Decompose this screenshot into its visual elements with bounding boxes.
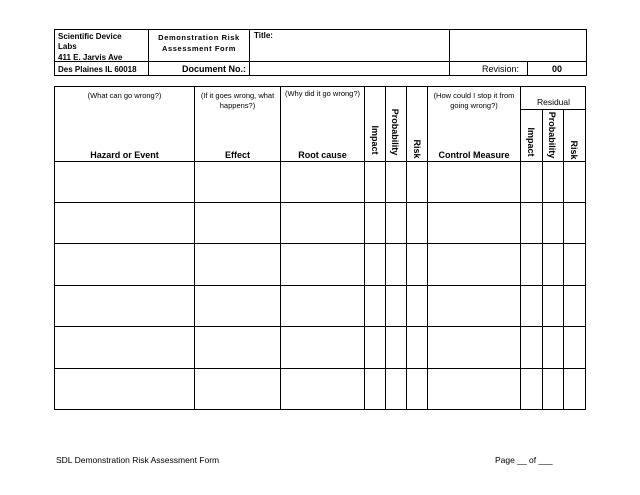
table-row[interactable] xyxy=(55,203,585,243)
company-address-line1: 411 E. Jarvis Ave xyxy=(58,53,123,62)
table-row[interactable] xyxy=(55,369,585,409)
residual-impact-header: Impact xyxy=(526,127,536,157)
table-row[interactable] xyxy=(55,162,585,202)
residual-risk-header: Risk xyxy=(569,140,579,160)
hazard-hint: (What can go wrong?) xyxy=(87,91,162,100)
company-address-line2: Des Plaines IL 60018 xyxy=(58,65,137,74)
revision-value: 00 xyxy=(551,64,562,74)
probability-header: Probability xyxy=(390,108,400,156)
control-hint: (How could I stop it from going wrong?) xyxy=(433,91,515,110)
rootcause-hint: (Why did it go wrong?) xyxy=(284,89,361,98)
risk-header: Risk xyxy=(412,139,422,159)
company-name: Scientific Device Labs xyxy=(58,32,122,51)
document-number-field[interactable] xyxy=(250,62,448,75)
impact-header: Impact xyxy=(370,125,380,155)
rootcause-header: Root cause xyxy=(298,150,347,160)
document-number-label: Document No.: xyxy=(182,64,246,74)
revision-label: Revision: xyxy=(482,64,520,74)
effect-header: Effect xyxy=(224,150,250,160)
control-header: Control Measure xyxy=(438,150,510,160)
footer-page-number: Page __ of ___ xyxy=(495,455,553,465)
table-row[interactable] xyxy=(55,286,585,326)
hazard-header: Hazard or Event xyxy=(90,150,159,160)
residual-probability-header: Probability xyxy=(547,111,557,159)
title-field[interactable] xyxy=(275,30,447,60)
residual-header: Residual xyxy=(536,97,571,107)
title-label: Title: xyxy=(254,31,273,40)
table-row[interactable] xyxy=(55,327,585,368)
footer-form-name: SDL Demonstration Risk Assessment Form xyxy=(56,455,220,465)
effect-hint: (If it goes wrong, what happens?) xyxy=(200,91,275,110)
table-row[interactable] xyxy=(55,244,585,285)
form-title: Demonstration Risk Assessment Form xyxy=(158,33,240,53)
